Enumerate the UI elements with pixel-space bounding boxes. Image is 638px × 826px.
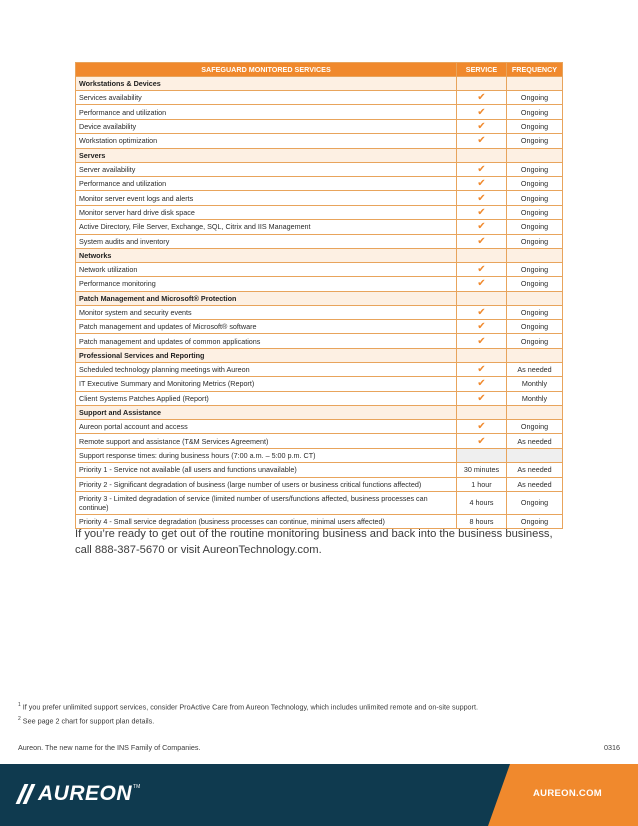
service-value-cell: 4 hours xyxy=(457,491,507,514)
checkmark-icon: ✔ xyxy=(477,278,486,290)
frequency-cell: Ongoing xyxy=(507,162,563,176)
table-row xyxy=(76,377,563,391)
frequency-cell: Ongoing xyxy=(507,134,563,148)
section-service-cell xyxy=(457,148,507,162)
table-row xyxy=(76,305,563,319)
service-cell xyxy=(457,162,507,176)
service-cell xyxy=(457,305,507,319)
service-cell xyxy=(457,277,507,291)
section-frequency-cell xyxy=(507,406,563,420)
footnote-1 xyxy=(18,702,478,711)
checkmark-icon: ✔ xyxy=(477,192,486,204)
section-frequency-cell xyxy=(507,248,563,262)
table-row xyxy=(76,334,563,348)
frequency-cell: Ongoing xyxy=(507,105,563,119)
service-name-cell: Client Systems Patches Applied (Report) xyxy=(76,391,457,405)
checkmark-icon: ✔ xyxy=(477,335,486,347)
footnote-2-text: See page 2 chart for support plan details. xyxy=(22,716,155,726)
service-name-cell: Scheduled technology planning meetings with Aureon xyxy=(76,362,457,376)
frequency-cell xyxy=(507,448,563,462)
service-value-cell xyxy=(457,448,507,462)
frequency-cell: Ongoing xyxy=(507,234,563,248)
frequency-cell: Ongoing xyxy=(507,334,563,348)
logo-slash-icon xyxy=(20,784,34,804)
frequency-cell: Ongoing xyxy=(507,220,563,234)
frequency-cell: Ongoing xyxy=(507,205,563,219)
service-cell xyxy=(457,205,507,219)
service-cell xyxy=(457,191,507,205)
frequency-cell: Ongoing xyxy=(507,262,563,276)
table-row xyxy=(76,420,563,434)
table-row xyxy=(76,205,563,219)
frequency-cell: Ongoing xyxy=(507,491,563,514)
service-name-cell: Monitor system and security events xyxy=(76,305,457,319)
frequency-cell: Ongoing xyxy=(507,305,563,319)
table-row xyxy=(76,277,563,291)
service-value-cell: 30 minutes xyxy=(457,463,507,477)
intro-paragraph: If you’re ready to get out of the routine monitoring business and back into the business business, call 888-387-5670 or visit AureonTechnology.com. xyxy=(75,528,553,556)
checkmark-icon: ✔ xyxy=(477,221,486,233)
service-cell xyxy=(457,234,507,248)
table-row xyxy=(76,448,563,462)
tagline: Aureon. The new name for the INS Family of Companies. xyxy=(18,743,201,752)
service-cell xyxy=(457,91,507,105)
section-title: Servers xyxy=(76,148,457,162)
service-name-cell: Aureon portal account and access xyxy=(76,420,457,434)
frequency-cell: As needed xyxy=(507,477,563,491)
table-row xyxy=(76,477,563,491)
service-cell xyxy=(457,105,507,119)
section-header-row xyxy=(76,77,563,91)
frequency-cell: As needed xyxy=(507,434,563,448)
aureon-logo xyxy=(20,781,140,807)
service-name-cell: Priority 1 - Service not available (all users and functions unavailable) xyxy=(76,463,457,477)
section-header-row xyxy=(76,148,563,162)
service-name-cell: Device availability xyxy=(76,119,457,133)
service-name-cell: Active Directory, File Server, Exchange, SQL, Citrix and IIS Management xyxy=(76,220,457,234)
service-name-cell: Services availability xyxy=(76,91,457,105)
service-cell xyxy=(457,220,507,234)
table-row xyxy=(76,191,563,205)
section-title: Networks xyxy=(76,248,457,262)
header-services: SAFEGUARD MONITORED SERVICES xyxy=(76,63,457,77)
frequency-cell: Monthly xyxy=(507,377,563,391)
frequency-cell: Ongoing xyxy=(507,191,563,205)
checkmark-icon: ✔ xyxy=(477,421,486,433)
table-row xyxy=(76,119,563,133)
service-name-cell: Performance and utilization xyxy=(76,176,457,190)
frequency-cell: As needed xyxy=(507,463,563,477)
table-body xyxy=(76,77,563,529)
header-frequency: FREQUENCY xyxy=(507,63,563,77)
table-row xyxy=(76,234,563,248)
section-frequency-cell xyxy=(507,348,563,362)
table-row xyxy=(76,491,563,514)
section-service-cell xyxy=(457,248,507,262)
footnote-1-text: If you prefer unlimited support services, consider ProActive Care from Aureon Technology, which includes unlimited remote and on-site support. xyxy=(22,702,478,712)
service-name-cell: Support response times: during business hours (7:00 a.m. – 5:00 p.m. CT) xyxy=(76,448,457,462)
section-frequency-cell xyxy=(507,148,563,162)
frequency-cell: Ongoing xyxy=(507,176,563,190)
service-cell xyxy=(457,176,507,190)
section-frequency-cell xyxy=(507,77,563,91)
table-row xyxy=(76,362,563,376)
table-row xyxy=(76,105,563,119)
table-row xyxy=(76,262,563,276)
checkmark-icon: ✔ xyxy=(477,163,486,175)
checkmark-icon: ✔ xyxy=(477,392,486,404)
table-row xyxy=(76,320,563,334)
service-cell xyxy=(457,262,507,276)
service-cell xyxy=(457,362,507,376)
section-header-row xyxy=(76,348,563,362)
services-table xyxy=(75,62,563,529)
frequency-cell: Monthly xyxy=(507,391,563,405)
frequency-cell: Ongoing xyxy=(507,420,563,434)
checkmark-icon: ✔ xyxy=(477,321,486,333)
section-service-cell xyxy=(457,406,507,420)
footer-banner xyxy=(0,764,638,826)
document-code: 0316 xyxy=(604,743,620,752)
frequency-cell: As needed xyxy=(507,362,563,376)
footer-website-link[interactable]: AUREON.COM xyxy=(533,788,602,799)
service-cell xyxy=(457,134,507,148)
section-header-row xyxy=(76,291,563,305)
frequency-cell: Ongoing xyxy=(507,91,563,105)
section-header-row xyxy=(76,406,563,420)
service-value-cell: 1 hour xyxy=(457,477,507,491)
checkmark-icon: ✔ xyxy=(477,364,486,376)
section-header-row xyxy=(76,248,563,262)
frequency-cell: Ongoing xyxy=(507,119,563,133)
checkmark-icon: ✔ xyxy=(477,235,486,247)
service-value-cell: 8 hours xyxy=(457,514,507,528)
service-name-cell: Patch management and updates of common applications xyxy=(76,334,457,348)
service-cell xyxy=(457,377,507,391)
table-row xyxy=(76,162,563,176)
service-name-cell: Patch management and updates of Microsoft® software xyxy=(76,320,457,334)
header-service: SERVICE xyxy=(457,63,507,77)
table-row xyxy=(76,176,563,190)
table-row xyxy=(76,391,563,405)
service-cell xyxy=(457,420,507,434)
logo-trademark: TM xyxy=(133,784,141,790)
service-name-cell: Network utilization xyxy=(76,262,457,276)
logo-wordmark: AUREON xyxy=(38,782,133,805)
footnote-2 xyxy=(18,716,154,725)
section-service-cell xyxy=(457,348,507,362)
checkmark-icon: ✔ xyxy=(477,135,486,147)
checkmark-icon: ✔ xyxy=(477,306,486,318)
frequency-cell: Ongoing xyxy=(507,277,563,291)
service-name-cell: Priority 3 - Limited degradation of service (limited number of users/functions affected, business processes can continue) xyxy=(76,491,457,514)
checkmark-icon: ✔ xyxy=(477,206,486,218)
footnote-1-number: 1 xyxy=(18,702,21,708)
service-cell xyxy=(457,119,507,133)
section-title: Support and Assistance xyxy=(76,406,457,420)
section-frequency-cell xyxy=(507,291,563,305)
service-name-cell: Monitor server hard drive disk space xyxy=(76,205,457,219)
service-name-cell: Monitor server event logs and alerts xyxy=(76,191,457,205)
table-header-row xyxy=(76,63,563,77)
service-name-cell: System audits and inventory xyxy=(76,234,457,248)
table-row xyxy=(76,434,563,448)
section-title: Professional Services and Reporting xyxy=(76,348,457,362)
table-row xyxy=(76,134,563,148)
checkmark-icon: ✔ xyxy=(477,120,486,132)
checkmark-icon: ✔ xyxy=(477,378,486,390)
service-name-cell: Workstation optimization xyxy=(76,134,457,148)
service-cell xyxy=(457,391,507,405)
frequency-cell: Ongoing xyxy=(507,320,563,334)
checkmark-icon: ✔ xyxy=(477,264,486,276)
service-name-cell: Remote support and assistance (T&M Services Agreement) xyxy=(76,434,457,448)
service-cell xyxy=(457,434,507,448)
service-name-cell: Performance and utilization xyxy=(76,105,457,119)
section-service-cell xyxy=(457,77,507,91)
section-title: Patch Management and Microsoft® Protection xyxy=(76,291,457,305)
service-cell xyxy=(457,320,507,334)
table-row xyxy=(76,220,563,234)
service-name-cell: Server availability xyxy=(76,162,457,176)
service-name-cell: IT Executive Summary and Monitoring Metrics (Report) xyxy=(76,377,457,391)
footnote-2-number: 2 xyxy=(18,716,21,722)
frequency-cell: Ongoing xyxy=(507,514,563,528)
checkmark-icon: ✔ xyxy=(477,106,486,118)
table-row xyxy=(76,91,563,105)
service-cell xyxy=(457,334,507,348)
service-name-cell: Priority 4 - Small service degradation (business processes can continue, minimal users affected) xyxy=(76,514,457,528)
service-name-cell: Priority 2 - Significant degradation of business (large number of users or business critical functions affected) xyxy=(76,477,457,491)
section-service-cell xyxy=(457,291,507,305)
table-row xyxy=(76,463,563,477)
section-title: Workstations & Devices xyxy=(76,77,457,91)
checkmark-icon: ✔ xyxy=(477,92,486,104)
service-name-cell: Performance monitoring xyxy=(76,277,457,291)
checkmark-icon: ✔ xyxy=(477,178,486,190)
checkmark-icon: ✔ xyxy=(477,435,486,447)
